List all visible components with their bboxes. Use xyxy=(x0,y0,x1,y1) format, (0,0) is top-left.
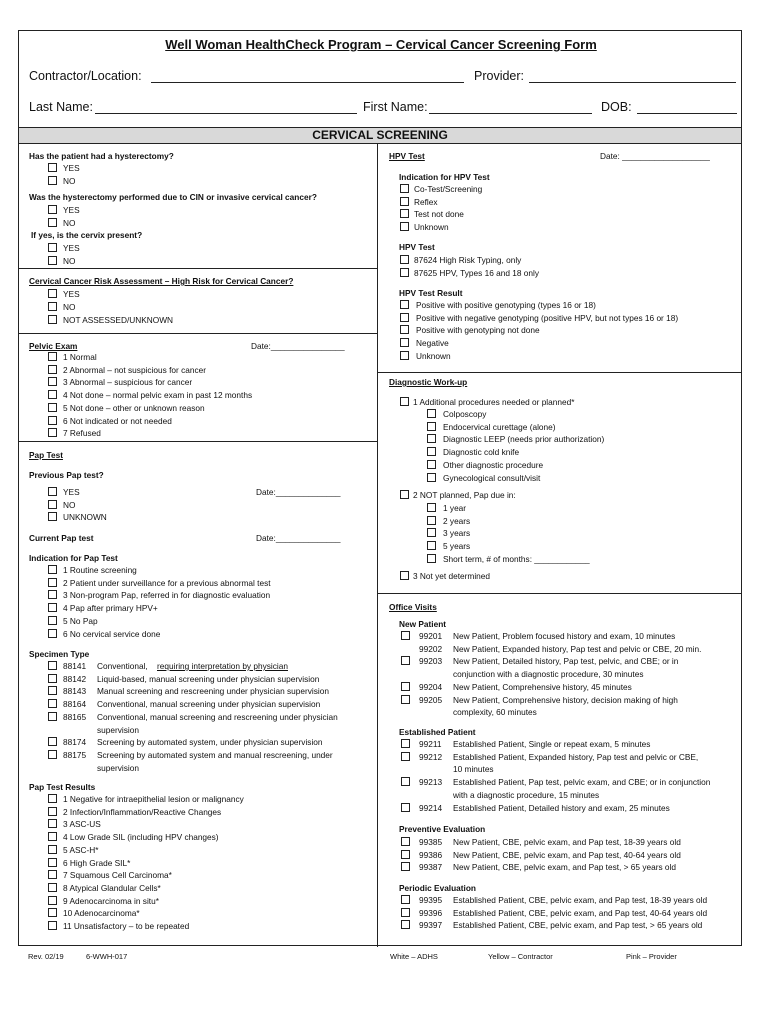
last-name-label: Last Name: xyxy=(29,100,93,114)
diagnostic-option-3: 3 Not yet determined xyxy=(413,571,491,581)
pap-result-checkbox[interactable] xyxy=(48,896,57,905)
current-pap-date[interactable]: Date:______________ xyxy=(256,533,341,543)
cervix-option: NO xyxy=(63,256,76,266)
visit-description: New Patient, Comprehensive history, decision making of high xyxy=(453,694,678,705)
previous-pap-option: YES xyxy=(63,487,80,497)
hysterectomy-cin-checkbox[interactable] xyxy=(48,218,57,227)
visit-checkbox[interactable] xyxy=(401,656,410,665)
pap-indication-option: 2 Patient under surveillance for a previous abnormal test xyxy=(63,577,271,588)
pap-due-checkbox[interactable] xyxy=(427,528,436,537)
visit-description: New Patient, CBE, pelvic exam, and Pap test, 40-64 years old xyxy=(453,849,681,860)
hpv-result-option: Positive with genotyping not done xyxy=(416,325,540,336)
specimen-checkbox[interactable] xyxy=(48,737,57,746)
hpv-result-checkbox[interactable] xyxy=(400,351,409,360)
hpv-result-checkbox[interactable] xyxy=(400,300,409,309)
diagnostic-checkbox[interactable] xyxy=(400,490,409,499)
visit-code: 99201 xyxy=(419,631,443,641)
hpv-test-option: 87625 HPV, Types 16 and 18 only xyxy=(414,267,540,278)
specimen-type-title: Specimen Type xyxy=(29,649,90,659)
hpv-result-option: Positive with positive genotyping (types 16 or 18) xyxy=(416,300,596,310)
specimen-checkbox[interactable] xyxy=(48,750,57,759)
hpv-indication-checkbox[interactable] xyxy=(400,209,409,218)
provider-field[interactable] xyxy=(529,82,736,83)
previous-pap-checkbox[interactable] xyxy=(48,512,57,521)
pap-result-checkbox[interactable] xyxy=(48,794,57,803)
visit-description: Established Patient, CBE, pelvic exam, and Pap test, 40-64 years old xyxy=(453,907,708,918)
specimen-code: 88142 xyxy=(63,673,87,684)
visit-checkbox[interactable] xyxy=(401,862,410,871)
risk-option: NOT ASSESSED/UNKNOWN xyxy=(63,315,174,325)
visit-code: 99212 xyxy=(419,751,443,762)
contractor-label: Contractor/Location: xyxy=(29,69,142,83)
pap-result-option: 4 Low Grade SIL (including HPV changes) xyxy=(63,832,219,843)
pelvic-checkbox[interactable] xyxy=(48,428,57,437)
specimen-checkbox[interactable] xyxy=(48,686,57,695)
visit-description: New Patient, CBE, pelvic exam, and Pap test, > 65 years old xyxy=(453,862,676,873)
pelvic-checkbox[interactable] xyxy=(48,365,57,374)
periodic-evaluation-title: Periodic Evaluation xyxy=(399,883,476,893)
visit-checkbox[interactable] xyxy=(401,695,410,704)
specimen-code: 88174 xyxy=(63,737,87,748)
pap-result-option: 11 Unsatisfactory – to be repeated xyxy=(63,921,190,931)
diagnostic-procedure-option: Endocervical curettage (alone) xyxy=(443,421,556,432)
pap-indication-option: 3 Non-program Pap, referred in for diagnostic evaluation xyxy=(63,590,271,601)
hysterectomy-cin-checkbox[interactable] xyxy=(48,205,57,214)
contractor-field[interactable] xyxy=(151,82,464,83)
pap-result-option: 6 High Grade SIL* xyxy=(63,857,131,868)
pap-due-option: 5 years xyxy=(443,541,471,552)
hpv-test-checkbox[interactable] xyxy=(400,268,409,277)
cervix-option: YES xyxy=(63,243,80,253)
screening-form xyxy=(18,30,742,946)
dob-label: DOB: xyxy=(601,100,632,114)
established-patient-title: Established Patient xyxy=(399,727,476,737)
diagnostic-checkbox[interactable] xyxy=(400,571,409,580)
visit-code: 99213 xyxy=(419,777,443,788)
provider-label: Provider: xyxy=(474,69,525,83)
pelvic-exam-title: Pelvic Exam xyxy=(29,341,78,351)
pap-result-checkbox[interactable] xyxy=(48,921,57,930)
visit-code: 99396 xyxy=(419,907,443,918)
visit-code: 99385 xyxy=(419,837,443,847)
pelvic-option: 7 Refused xyxy=(63,428,101,439)
pelvic-option: 3 Abnormal – suspicious for cancer xyxy=(63,377,193,388)
diagnostic-procedure-checkbox[interactable] xyxy=(427,409,436,418)
pap-result-option: 3 ASC-US xyxy=(63,819,101,830)
new-patient-title: New Patient xyxy=(399,619,447,629)
specimen-checkbox[interactable] xyxy=(48,712,57,721)
diagnostic-checkbox[interactable] xyxy=(400,397,409,406)
visit-description: New Patient, Expanded history, Pap test and pelvic or CBE, 20 min. xyxy=(453,643,702,654)
hpv-result-checkbox[interactable] xyxy=(400,313,409,322)
previous-pap-option: NO xyxy=(63,499,76,510)
hpv-indication-checkbox[interactable] xyxy=(400,197,409,206)
pap-due-option: Short term, # of months: ____________ xyxy=(443,553,590,564)
specimen-description: Liquid-based, manual screening under physician supervision xyxy=(97,673,320,684)
specimen-code: 88165 xyxy=(63,711,87,722)
pelvic-option: 4 Not done – normal pelvic exam in past 12 months xyxy=(63,390,253,401)
pap-due-option: 3 years xyxy=(443,528,471,539)
visit-description: New Patient, CBE, pelvic exam, and Pap test, 18-39 years old xyxy=(453,837,681,847)
previous-pap-checkbox[interactable] xyxy=(48,487,57,496)
diagnostic-procedure-option: Colposcopy xyxy=(443,409,487,419)
visit-code: 99204 xyxy=(419,681,443,692)
hpv-result-checkbox[interactable] xyxy=(400,338,409,347)
first-name-label: First Name: xyxy=(363,100,428,114)
pap-test-title: Pap Test xyxy=(29,450,63,460)
pelvic-checkbox[interactable] xyxy=(48,403,57,412)
specimen-description: Conventional, manual screening under physician supervision xyxy=(97,699,321,710)
visit-checkbox[interactable] xyxy=(401,631,410,640)
pap-due-checkbox[interactable] xyxy=(427,554,436,563)
cervix-checkbox[interactable] xyxy=(48,256,57,265)
visit-description-cont: 10 minutes xyxy=(453,764,494,775)
visit-code: 99202 xyxy=(419,643,443,654)
hpv-test-subtitle: HPV Test xyxy=(399,242,435,252)
pap-results-title: Pap Test Results xyxy=(29,782,96,792)
pap-result-option: 9 Adenocarcinoma in situ* xyxy=(63,895,159,906)
specimen-description: Conventional, manual screening and rescreening under physician xyxy=(97,711,338,722)
diagnostic-procedure-option: Gynecological consult/visit xyxy=(443,472,541,483)
pap-indication-checkbox[interactable] xyxy=(48,578,57,587)
visit-description: Established Patient, Expanded history, Pap test and pelvic or CBE, xyxy=(453,751,699,762)
visit-checkbox[interactable] xyxy=(401,908,410,917)
pap-result-checkbox[interactable] xyxy=(48,807,57,816)
pap-result-checkbox[interactable] xyxy=(48,870,57,879)
hpv-indication-option: Unknown xyxy=(414,222,449,233)
visit-code: 99397 xyxy=(419,920,443,931)
visit-description: New Patient, Detailed history, Pap test, pelvic, and CBE; or in xyxy=(453,656,679,667)
pap-result-checkbox[interactable] xyxy=(48,845,57,854)
current-pap-label: Current Pap test xyxy=(29,533,94,543)
visit-checkbox[interactable] xyxy=(401,850,410,859)
visit-description: New Patient, Problem focused history and exam, 10 minutes xyxy=(453,631,676,641)
hysterectomy-option: YES xyxy=(63,163,80,173)
pap-indication-option: 1 Routine screening xyxy=(63,565,137,575)
visit-checkbox[interactable] xyxy=(401,777,410,786)
diagnostic-option-1: 1 Additional procedures needed or planned* xyxy=(413,397,575,407)
hpv-result-option: Positive with negative genotyping (positive HPV, but not types 16 or 18) xyxy=(416,312,679,323)
office-visits-title: Office Visits xyxy=(389,602,437,612)
visit-checkbox[interactable] xyxy=(401,803,410,812)
pelvic-option: 6 Not indicated or not needed xyxy=(63,415,172,426)
footer-yellow: Yellow – Contractor xyxy=(488,952,553,961)
pap-result-option: 10 Adenocarcinoma* xyxy=(63,908,140,919)
visit-checkbox[interactable] xyxy=(401,920,410,929)
pelvic-checkbox[interactable] xyxy=(48,377,57,386)
visit-code: 99203 xyxy=(419,656,443,667)
pap-result-checkbox[interactable] xyxy=(48,908,57,917)
preventive-evaluation-title: Preventive Evaluation xyxy=(399,824,486,834)
pap-due-option: 1 year xyxy=(443,503,467,513)
pelvic-option: 1 Normal xyxy=(63,352,97,362)
pap-result-option: 8 Atypical Glandular Cells* xyxy=(63,882,161,893)
hpv-indication-title: Indication for HPV Test xyxy=(399,172,490,182)
visit-description-cont: conjunction with a diagnostic procedure, 30 minutes xyxy=(453,669,644,680)
hysterectomy-checkbox[interactable] xyxy=(48,176,57,185)
hysterectomy-cin-option: NO xyxy=(63,218,76,228)
pelvic-checkbox[interactable] xyxy=(48,390,57,399)
previous-pap-date[interactable]: Date:______________ xyxy=(256,487,341,497)
pap-indication-checkbox[interactable] xyxy=(48,603,57,612)
diagnostic-procedure-checkbox[interactable] xyxy=(427,447,436,456)
section-title: CERVICAL SCREENING xyxy=(19,127,741,144)
pap-indication-checkbox[interactable] xyxy=(48,629,57,638)
hpv-result-option: Unknown xyxy=(416,350,451,361)
hpv-result-title: HPV Test Result xyxy=(399,288,463,298)
risk-option: NO xyxy=(63,302,76,312)
pap-due-option: 2 years xyxy=(443,515,471,526)
pap-result-checkbox[interactable] xyxy=(48,832,57,841)
hpv-indication-option: Reflex xyxy=(414,196,438,207)
diagnostic-procedure-checkbox[interactable] xyxy=(427,434,436,443)
footer-rev: Rev. 02/19 xyxy=(28,952,64,961)
hpv-indication-checkbox[interactable] xyxy=(400,184,409,193)
visit-description: Established Patient, Pap test, pelvic exam, and CBE; or in conjunction xyxy=(453,777,711,788)
hpv-indication-checkbox[interactable] xyxy=(400,222,409,231)
divider xyxy=(19,333,377,334)
visit-description: Established Patient, CBE, pelvic exam, and Pap test, 18-39 years old xyxy=(453,895,708,905)
dob-field[interactable] xyxy=(637,113,737,114)
visit-description: Established Patient, Detailed history and exam, 25 minutes xyxy=(453,802,670,813)
specimen-description-underlined: requiring interpretation by physician xyxy=(157,661,288,671)
risk-assessment-title: Cervical Cancer Risk Assessment – High Risk for Cervical Cancer? xyxy=(29,276,294,286)
footer-code: 6-WWH-017 xyxy=(86,952,128,961)
diagnostic-workup-title: Diagnostic Work-up xyxy=(389,377,468,387)
specimen-description: Conventional, xyxy=(97,661,148,671)
pap-indication-checkbox[interactable] xyxy=(48,565,57,574)
visit-code: 99395 xyxy=(419,895,443,905)
visit-code: 99205 xyxy=(419,694,443,705)
footer-white: White – ADHS xyxy=(390,952,438,961)
specimen-checkbox[interactable] xyxy=(48,699,57,708)
specimen-description: Manual screening and rescreening under physician supervision xyxy=(97,686,329,697)
specimen-code: 88141 xyxy=(63,661,87,671)
previous-pap-option: UNKNOWN xyxy=(63,512,107,523)
diagnostic-procedure-option: Other diagnostic procedure xyxy=(443,459,544,470)
visit-checkbox[interactable] xyxy=(401,837,410,846)
visit-description-cont: with a diagnostic procedure, 15 minutes xyxy=(453,789,600,800)
footer-pink: Pink – Provider xyxy=(626,952,677,961)
hpv-indication-option: Test not done xyxy=(414,209,464,220)
visit-description: Established Patient, CBE, pelvic exam, and Pap test, > 65 years old xyxy=(453,920,703,931)
visit-code: 99214 xyxy=(419,802,443,813)
pap-indication-option: 5 No Pap xyxy=(63,615,98,626)
risk-checkbox[interactable] xyxy=(48,302,57,311)
pelvic-option: 2 Abnormal – not suspicious for cancer xyxy=(63,364,206,375)
visit-code: 99386 xyxy=(419,849,443,860)
hpv-test-checkbox[interactable] xyxy=(400,255,409,264)
form-title: Well Woman HealthCheck Program – Cervical Cancer Screening Form xyxy=(165,37,597,52)
previous-pap-question: Previous Pap test? xyxy=(29,470,104,480)
cervix-question: If yes, is the cervix present? xyxy=(31,230,143,240)
risk-checkbox[interactable] xyxy=(48,315,57,324)
pap-indication-title: Indication for Pap Test xyxy=(29,553,118,563)
last-name-field[interactable] xyxy=(95,113,357,114)
divider xyxy=(377,593,741,594)
specimen-code: 88143 xyxy=(63,686,87,697)
hysterectomy-cin-question: Was the hysterectomy performed due to CIN or invasive cervical cancer? xyxy=(29,192,317,202)
visit-code: 99387 xyxy=(419,862,443,873)
pap-due-checkbox[interactable] xyxy=(427,541,436,550)
first-name-field[interactable] xyxy=(429,113,592,114)
cervix-checkbox[interactable] xyxy=(48,243,57,252)
hpv-test-date[interactable]: Date: ___________________ xyxy=(600,151,710,161)
diagnostic-procedure-option: Diagnostic cold knife xyxy=(443,447,520,458)
pelvic-exam-date[interactable]: Date:________________ xyxy=(251,341,345,351)
specimen-checkbox[interactable] xyxy=(48,661,57,670)
divider xyxy=(19,441,377,442)
pap-result-option: 2 Infection/Inflammation/Reactive Changes xyxy=(63,806,222,817)
specimen-code: 88175 xyxy=(63,749,87,760)
pap-result-checkbox[interactable] xyxy=(48,819,57,828)
pap-indication-option: 6 No cervical service done xyxy=(63,628,161,639)
visit-description: Established Patient, Single or repeat exam, 5 minutes xyxy=(453,739,651,749)
pelvic-checkbox[interactable] xyxy=(48,352,57,361)
specimen-checkbox[interactable] xyxy=(48,674,57,683)
column-divider xyxy=(377,143,378,947)
pap-result-checkbox[interactable] xyxy=(48,858,57,867)
pap-result-option: 7 Squamous Cell Carcinoma* xyxy=(63,870,172,881)
pap-result-checkbox[interactable] xyxy=(48,883,57,892)
hpv-result-checkbox[interactable] xyxy=(400,325,409,334)
diagnostic-procedure-checkbox[interactable] xyxy=(427,422,436,431)
specimen-description: Screening by automated system and manual rescreening, under xyxy=(97,749,333,760)
pelvic-checkbox[interactable] xyxy=(48,416,57,425)
pelvic-option: 5 Not done – other or unknown reason xyxy=(63,402,205,413)
hysterectomy-checkbox[interactable] xyxy=(48,163,57,172)
divider xyxy=(377,372,741,373)
hysterectomy-cin-option: YES xyxy=(63,205,80,215)
visit-description-cont: complexity, 60 minutes xyxy=(453,707,537,718)
hpv-result-option: Negative xyxy=(416,338,449,349)
visit-checkbox[interactable] xyxy=(401,752,410,761)
specimen-description-cont: supervision xyxy=(97,762,139,773)
pap-due-checkbox[interactable] xyxy=(427,503,436,512)
visit-checkbox[interactable] xyxy=(401,739,410,748)
visit-code: 99211 xyxy=(419,739,442,749)
specimen-description: Screening by automated system, under physician supervision xyxy=(97,737,323,748)
visit-checkbox[interactable] xyxy=(401,895,410,904)
specimen-description-cont: supervision xyxy=(97,724,139,735)
pap-indication-checkbox[interactable] xyxy=(48,590,57,599)
diagnostic-procedure-checkbox[interactable] xyxy=(427,460,436,469)
pap-indication-option: 4 Pap after primary HPV+ xyxy=(63,603,158,614)
risk-checkbox[interactable] xyxy=(48,289,57,298)
hpv-test-title: HPV Test xyxy=(389,151,425,161)
diagnostic-option-2: 2 NOT planned, Pap due in: xyxy=(413,490,516,500)
visit-checkbox[interactable] xyxy=(401,682,410,691)
pap-result-option: 1 Negative for intraepithelial lesion or malignancy xyxy=(63,794,244,804)
previous-pap-checkbox[interactable] xyxy=(48,500,57,509)
diagnostic-procedure-checkbox[interactable] xyxy=(427,473,436,482)
pap-result-option: 5 ASC-H* xyxy=(63,844,99,855)
pap-indication-checkbox[interactable] xyxy=(48,616,57,625)
hysterectomy-question: Has the patient had a hysterectomy? xyxy=(29,151,174,161)
diagnostic-procedure-option: Diagnostic LEEP (needs prior authorization) xyxy=(443,434,605,445)
hysterectomy-option: NO xyxy=(63,176,76,186)
risk-option: YES xyxy=(63,289,80,299)
visit-description: New Patient, Comprehensive history, 45 minutes xyxy=(453,681,632,692)
divider xyxy=(19,268,377,269)
hpv-test-option: 87624 High Risk Typing, only xyxy=(414,255,522,265)
specimen-code: 88164 xyxy=(63,699,87,710)
hpv-indication-option: Co-Test/Screening xyxy=(414,184,483,194)
pap-due-checkbox[interactable] xyxy=(427,516,436,525)
